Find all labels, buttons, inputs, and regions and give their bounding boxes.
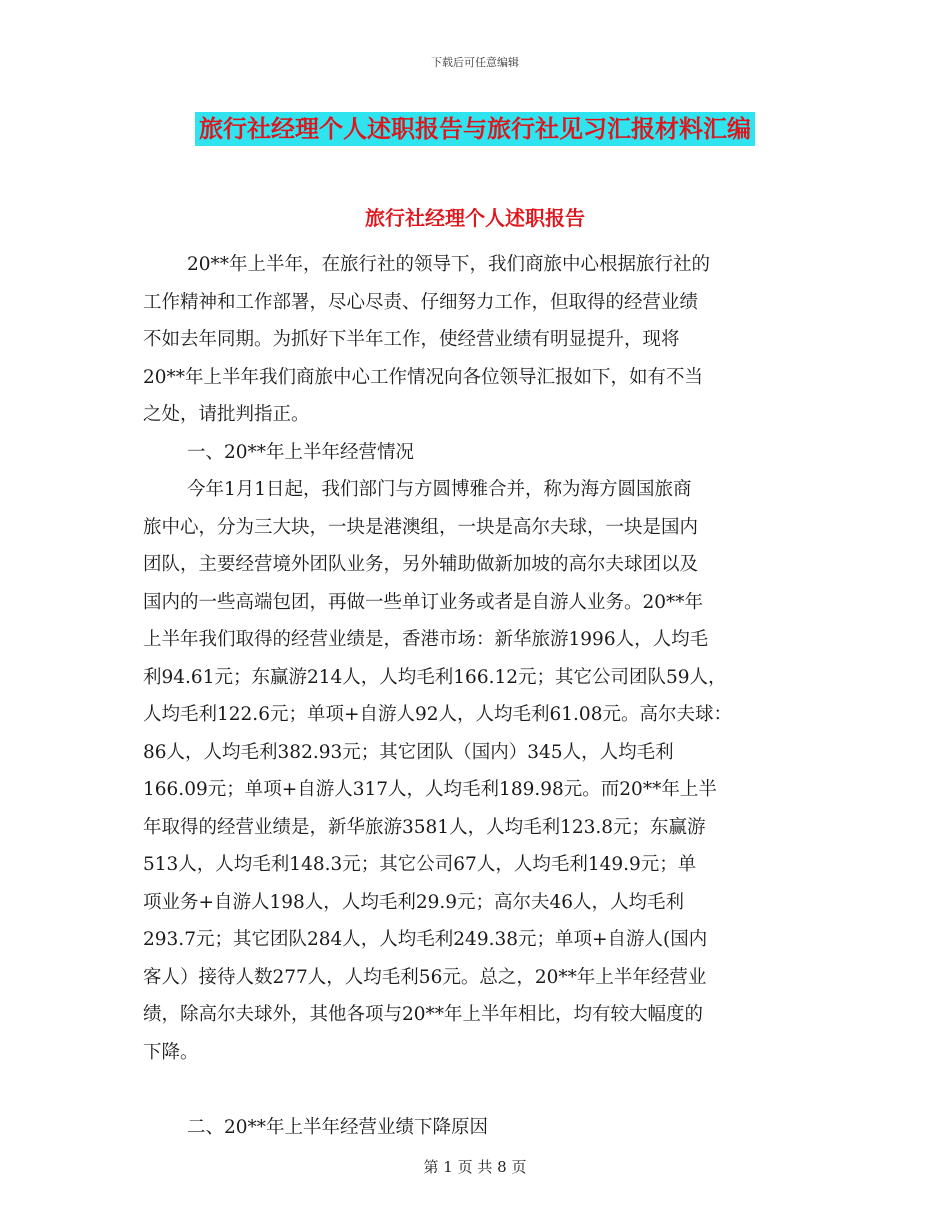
body-line: 国内的一些高端包团，再做一些单订业务或者是自游人业务。20**年 (143, 591, 704, 613)
body-line: 一、20**年上半年经营情况 (187, 441, 415, 463)
body-line: 客人）接待人数277人，人均毛利56元。总之，20**年上半年经营业 (143, 966, 707, 988)
section-title: 旅行社经理个人述职报告 (365, 206, 585, 230)
body-line: 513人，人均毛利148.3元；其它公司67人，人均毛利149.9元；单 (143, 854, 697, 875)
page-header-note: 下载后可任意编辑 (431, 56, 519, 69)
body-line: 20**年上半年，在旅行社的领导下，我们商旅中心根据旅行社的 (187, 254, 711, 275)
body-line: 团队，主要经营境外团队业务，另外辅助做新加坡的高尔夫球团以及 (143, 554, 699, 575)
body-line: 今年1月1日起，我们部门与方圆博雅合并，称为海方圆国旅商 (187, 479, 692, 500)
body-line: 项业务+自游人198人，人均毛利29.9元；高尔夫46人，人均毛利 (143, 891, 685, 913)
document-body (143, 246, 811, 1146)
body-line: 上半年我们取得的经营业绩是，香港市场：新华旅游1996人，人均毛 (143, 629, 709, 650)
body-line: 86人，人均毛利382.93元；其它团队（国内）345人，人均毛利 (143, 741, 674, 763)
body-line: 人均毛利122.6元；单项+自游人92人，人均毛利61.08元。高尔夫球： (143, 704, 732, 725)
body-line: 20**年上半年我们商旅中心工作情况向各位领导汇报如下，如有不当 (143, 366, 704, 388)
body-line: 利94.61元；东赢游214人，人均毛利166.12元；其它公司团队59人， (143, 666, 727, 688)
body-line: 不如去年同期。为抓好下半年工作，使经营业绩有明显提升，现将 (143, 329, 680, 350)
body-line: 166.09元；单项+自游人317人，人均毛利189.98元。而20**年上半 (143, 779, 717, 800)
body-line: 之处，请批判指正。 (143, 404, 310, 425)
body-line: 293.7元；其它团队284人，人均毛利249.38元；单项+自游人(国内 (143, 929, 708, 950)
body-line: 年取得的经营业绩是，新华旅游3581人，人均毛利123.8元；东赢游 (143, 816, 706, 838)
document-main-title: 旅行社经理个人述职报告与旅行社见习汇报材料汇编 (195, 112, 755, 146)
body-line: 旅中心，分为三大块，一块是港澳组，一块是高尔夫球，一块是国内 (143, 516, 699, 538)
body-line: 工作精神和工作部署，尽心尽责、仔细努力工作，但取得的经营业绩 (143, 291, 699, 313)
body-line: 下降。 (143, 1041, 199, 1063)
body-line: 绩，除高尔夫球外，其他各项与20**年上半年相比，均有较大幅度的 (143, 1004, 704, 1025)
page-footer: 第 1 页 共 8 页 (423, 1158, 527, 1176)
body-line (143, 1071, 811, 1109)
body-line: 二、20**年上半年经营业绩下降原因 (187, 1116, 489, 1138)
